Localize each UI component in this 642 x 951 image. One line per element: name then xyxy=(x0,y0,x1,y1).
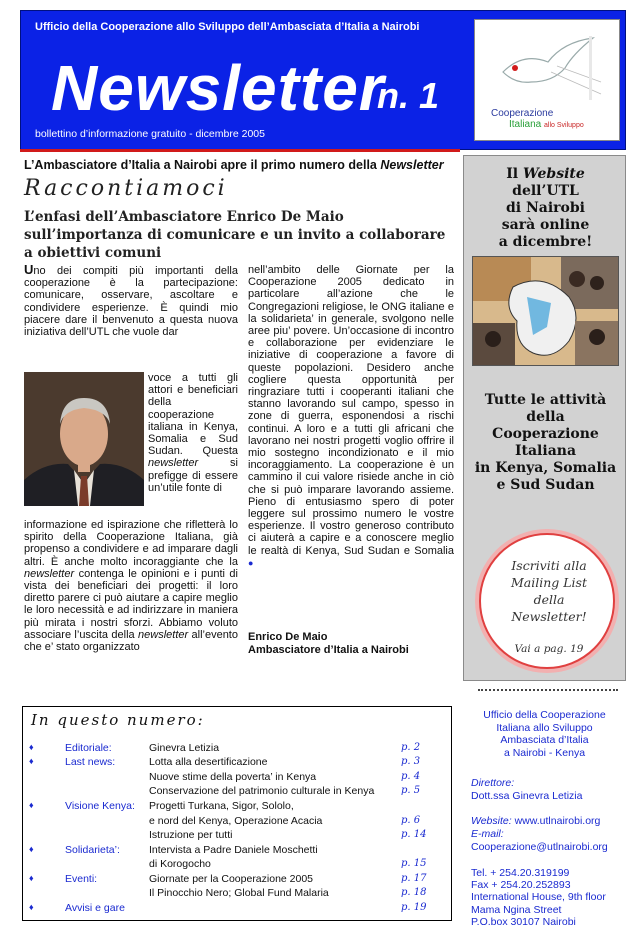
col1c-italic-2: newsletter xyxy=(138,628,189,641)
masthead xyxy=(20,10,626,150)
dove-icon xyxy=(493,32,603,104)
signature-name: Enrico De Maio xyxy=(248,631,328,643)
office-line-2: Italiana allo Sviluppo xyxy=(496,721,593,734)
office-line-1: Ufficio della Cooperazione xyxy=(483,709,606,721)
toc-topic: Ginevra Letizia xyxy=(149,742,220,754)
fax-number: Fax + 254.20.252893 xyxy=(471,879,571,892)
table-of-contents xyxy=(22,706,452,921)
toc-topic: Giornate per la Cooperazione 2005 xyxy=(149,873,314,885)
activities-line-1: Tutte le attività xyxy=(484,392,607,408)
office-line-4: a Nairobi - Kenya xyxy=(503,746,586,759)
toc-row[interactable] xyxy=(23,800,453,813)
kicker-italic: Newsletter xyxy=(380,158,444,172)
toc-topic: Conservazione del patrimonio culturale in Kenya xyxy=(149,785,375,797)
toc-bullet-icon: ♦ xyxy=(29,756,34,766)
activities-line-2: della xyxy=(526,409,565,425)
logo-word-italiana: Italiana xyxy=(509,119,542,130)
masthead-subtitle: bollettino d’informazione gratuito - dicembre 2005 xyxy=(35,128,265,140)
logo-wordmark xyxy=(491,108,584,130)
photo-collage xyxy=(472,256,619,366)
toc-page: p. 17 xyxy=(401,873,427,884)
address-line-2: Mama Ngina Street xyxy=(471,903,562,916)
toc-row[interactable] xyxy=(23,873,453,886)
website-link[interactable]: www.utlnairobi.org xyxy=(511,815,601,827)
article-signature xyxy=(248,631,409,657)
kicker-text: L’Ambasciatore d’Italia a Nairobi apre il primo numero della xyxy=(24,158,381,172)
mailing-list-badge[interactable] xyxy=(479,533,615,669)
toc-topic: di Korogocho xyxy=(149,858,211,870)
activities-line-3: Cooperazione xyxy=(492,426,599,442)
toc-page: p. 5 xyxy=(401,785,421,796)
toc-bullet-icon: ♦ xyxy=(29,800,34,810)
address-line-3: P.O.box 30107 Nairobi xyxy=(471,915,576,928)
article-column-1-beside-photo xyxy=(148,372,238,494)
toc-topic: Lotta alla desertificazione xyxy=(149,756,268,768)
website-announcement xyxy=(464,166,627,251)
toc-section: Visione Kenya: xyxy=(65,800,135,812)
contact-divider xyxy=(478,689,618,691)
website-line-4: sarà online xyxy=(501,217,590,233)
toc-page: p. 6 xyxy=(401,815,421,826)
toc-topic: Il Pinocchio Nero; Global Fund Malaria xyxy=(149,887,329,899)
office-line-3: Ambasciata d’Italia xyxy=(500,734,589,746)
website-line xyxy=(471,815,600,827)
contact-address xyxy=(471,867,606,928)
director-label: Direttore: xyxy=(471,777,515,789)
end-mark-icon: ● xyxy=(248,557,254,568)
toc-row[interactable] xyxy=(23,858,453,871)
toc-bullet-icon: ♦ xyxy=(29,873,34,883)
masthead-top-line: Ufficio della Cooperazione allo Sviluppo dell’Ambasciata d’Italia a Nairobi xyxy=(35,21,420,33)
toc-section: Last news: xyxy=(65,756,116,768)
toc-row[interactable] xyxy=(23,771,453,784)
toc-section: Eventi: xyxy=(65,873,98,885)
toc-section: Solidarieta’: xyxy=(65,844,120,856)
africa-map-collage-icon xyxy=(473,257,619,366)
article-headline: Raccontiamoci xyxy=(24,176,228,201)
toc-row[interactable] xyxy=(23,785,453,798)
website-label: Website: xyxy=(471,815,512,827)
article-column-1-bottom xyxy=(24,519,238,653)
toc-page: p. 15 xyxy=(401,858,427,869)
toc-topic: Istruzione per tutti xyxy=(149,829,233,841)
website-line-1-italic: Website xyxy=(522,166,585,182)
mailing-line-4: Newsletter! xyxy=(511,609,587,624)
col1b-text-2: si prefigge di essere un’utile fonte di xyxy=(148,457,238,494)
cooperazione-logo xyxy=(474,19,620,141)
col1b-italic: newsletter xyxy=(148,457,199,470)
toc-row[interactable] xyxy=(23,742,453,755)
email-link[interactable]: Cooperazione@utlnairobi.org xyxy=(471,841,608,853)
mailing-line-2: Mailing List xyxy=(510,575,587,590)
toc-page: p. 3 xyxy=(401,756,421,767)
toc-row[interactable] xyxy=(23,887,453,900)
phone-number: Tel. + 254.20.319199 xyxy=(471,867,570,879)
website-line-3: di Nairobi xyxy=(506,200,585,216)
mailing-line-3: della xyxy=(533,592,565,607)
article-kicker xyxy=(24,158,444,172)
toc-bullet-icon: ♦ xyxy=(29,902,34,912)
toc-section: Editoriale: xyxy=(65,742,112,754)
toc-section: Avvisi e gare xyxy=(65,902,125,914)
col1c-text-3: all’evento che e’ stato organizzato xyxy=(24,628,238,654)
sidebar xyxy=(463,155,626,681)
col1c-italic-1: newsletter xyxy=(24,567,75,580)
toc-bullet-icon: ♦ xyxy=(29,844,34,854)
newsletter-title: Newsletter xyxy=(51,52,385,124)
issue-number: n. 1 xyxy=(377,75,440,116)
col2-text: nell’ambito delle Giornate per la Cooperazione 2005 dedicato in particolare all’azione che le Congregazioni religiose, le ONG italiane e la solidarieta’ in generale, svolgono nelle aree piu’ povere. Un’occasione di incontro e collaborazione per evidenziare le iniziative di cooperazione a favore di queste popolazioni. Desidero anche cogliere questa opportunità per ringraziare tutti i cooperanti italiani che stanno lavorando sul campo, spesso in zone di guerra, esponendosi a rischi continui. A loro e a tutti gli africani che lavorano nei nostri progetti voglio offrire il mio sostegno incondizionato e il mio incoraggiamento. La cooperazione è un cammino il cui valore risiede anche in ciò che si può imparare lavorando assieme. Pieno di entusiasmo spero di poter leggere sul prossimo numero le vostre esperienze. Il vostro generoso contributo ci aiuterà a capire e a conoscere meglio le realtà di Kenya, Sud Sudan e Somalia xyxy=(248,264,454,557)
col1c-text-2: contenga le opinioni e i punti di vista dei beneficiari dei progetti: il loro diretto parere ci può aiutare a capire meglio le loro necessità e ad indirizzare in maniera più mirata i nostri sforzi. Abbiamo voluto associare l’uscita della xyxy=(24,567,238,641)
mailing-list-text xyxy=(489,557,609,625)
signature-role: Ambasciatore d’Italia a Nairobi xyxy=(248,644,409,656)
activities-announcement xyxy=(464,392,627,494)
toc-bullet-icon: ♦ xyxy=(29,742,34,752)
toc-row[interactable] xyxy=(23,829,453,842)
director-name: Dott.ssa Ginevra Letizia xyxy=(471,790,583,802)
mailing-list-page-ref: Vai a pag. 19 xyxy=(514,643,584,655)
toc-topic: Progetti Turkana, Sigor, Sololo, xyxy=(149,800,294,812)
toc-page: p. 4 xyxy=(401,771,421,782)
logo-word-cooperazione: Cooperazione xyxy=(491,108,554,119)
website-line-1: Il xyxy=(506,166,523,182)
toc-topic: e nord del Kenya, Operazione Acacia xyxy=(149,815,323,827)
toc-page: p. 14 xyxy=(401,829,427,840)
toc-title: In questo numero: xyxy=(31,711,205,729)
website-line-2: dell’UTL xyxy=(512,183,579,199)
article-deck: L’enfasi dell’Ambasciatore Enrico De Maio sull’importanza di comunicare e un invito a collaborare a obiettivi comuni xyxy=(24,209,446,261)
article-column-2 xyxy=(248,264,454,569)
toc-page: p. 2 xyxy=(401,742,421,753)
toc-row[interactable] xyxy=(23,756,453,769)
activities-line-5: in Kenya, Somalia xyxy=(474,460,617,476)
ambassador-photo xyxy=(24,372,144,506)
toc-page: p. 19 xyxy=(401,902,427,913)
activities-line-4: Italiana xyxy=(514,443,577,459)
col1c-text-1: informazione ed ispirazione che rifletterà lo spirito della Cooperazione Italiana, già propenso a condividere e ad imparare dagli altri. È anche molto incoraggiante che la xyxy=(24,519,238,568)
toc-topic: Nuove stime della poverta’ in Kenya xyxy=(149,771,317,783)
toc-row[interactable] xyxy=(23,844,453,857)
website-line-5: a dicembre! xyxy=(498,234,593,250)
portrait-icon xyxy=(24,372,144,506)
col1b-text-1: voce a tutti gli attori e beneficiari della cooperazione italiana in Kenya, Somalia e Sud Sudan. Questa xyxy=(148,372,238,458)
address-line-1: International House, 9th floor xyxy=(471,891,606,904)
mailing-line-1: Iscriviti alla xyxy=(511,558,587,573)
toc-row[interactable] xyxy=(23,902,453,915)
header-accent-line xyxy=(20,149,460,152)
article-column-1-top: Uno dei compiti più importanti della cooperazione è la partecipazione: comunicare, osservare, ascoltare e condividere esperienze. È quindi mio piacere dare il benvenuto a questa nuova iniziativa dell’UTL che vuole dar xyxy=(24,262,238,339)
contact-box xyxy=(463,699,626,941)
activities-line-6: e Sud Sudan xyxy=(496,477,595,493)
toc-topic: Intervista a Padre Daniele Moschetti xyxy=(149,844,318,856)
toc-page: p. 18 xyxy=(401,887,427,898)
office-name xyxy=(463,709,626,759)
toc-row[interactable] xyxy=(23,815,453,828)
logo-word-sviluppo: allo Sviluppo xyxy=(544,122,584,129)
email-label: E-mail: xyxy=(471,828,504,840)
